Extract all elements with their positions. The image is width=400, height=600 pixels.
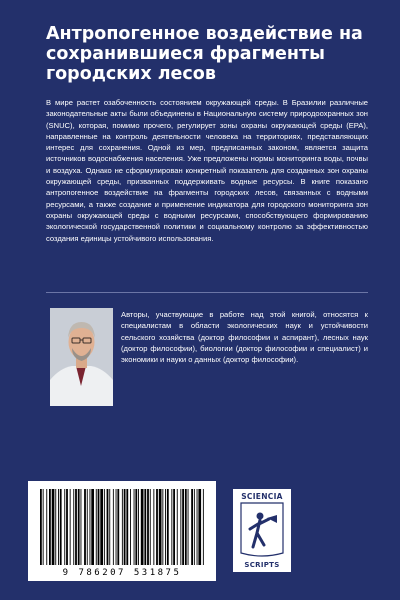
barcode-bar <box>144 489 146 565</box>
barcode-bar <box>135 489 137 565</box>
barcode-bar <box>153 489 154 565</box>
barcode-bar <box>130 489 131 565</box>
isbn-barcode <box>28 481 216 581</box>
barcode-bar <box>173 489 175 565</box>
barcode-bar <box>180 489 181 565</box>
barcode-bar <box>73 489 74 565</box>
barcode-bar <box>78 489 80 565</box>
barcode-bar <box>43 489 44 565</box>
barcode-bar <box>81 489 82 565</box>
barcode-bar <box>107 489 109 565</box>
barcode-bar <box>122 489 123 565</box>
barcode-bar <box>104 489 105 565</box>
barcode-bar <box>124 489 126 565</box>
barcode-bar <box>46 489 47 565</box>
barcode-bar <box>109 489 110 565</box>
barcode-bar <box>159 489 162 565</box>
barcode-bar <box>162 489 163 565</box>
barcode-bars <box>28 481 216 567</box>
barcode-bar <box>126 489 128 565</box>
barcode-bar <box>141 489 144 565</box>
barcode-bar <box>167 489 169 565</box>
barcode-bar <box>64 489 65 565</box>
publisher-logo-text-bottom: SCRIPTS <box>244 561 280 569</box>
barcode-bar <box>55 489 56 565</box>
barcode-bar <box>117 489 119 565</box>
barcode-bar <box>49 489 51 565</box>
section-divider <box>46 292 368 293</box>
barcode-bar <box>165 489 166 565</box>
barcode-bar <box>194 489 195 565</box>
barcode-bar <box>203 489 204 565</box>
barcode-bar <box>147 489 149 565</box>
barcode-bar <box>40 489 42 565</box>
barcode-bar <box>75 489 77 565</box>
barcode-bar <box>171 489 172 565</box>
book-title: Антропогенное воздействие на сохранившиеся фрагменты городских лесов <box>46 24 363 84</box>
authors-description: Авторы, участвующие в работе над этой книгой, относятся к специалистам в области экологических наук и устойчивости сельского хозяйства (доктор философии и аспирант), лесных наук (доктор философии), биологии (доктор философии и специалист) и экономики и науки о данных (доктор философии). <box>121 310 368 365</box>
barcode-bar <box>156 489 158 565</box>
barcode-bar <box>70 489 71 565</box>
barcode-bar <box>198 489 201 565</box>
barcode-bar <box>96 489 97 565</box>
barcode-bar <box>87 489 88 565</box>
author-portrait-image <box>50 308 113 406</box>
barcode-bar <box>197 489 198 565</box>
barcode-bar <box>191 489 193 565</box>
barcode-bar <box>58 489 59 565</box>
barcode-bar <box>116 489 117 565</box>
barcode-bar <box>84 489 86 565</box>
barcode-bar <box>138 489 139 565</box>
barcode-bar <box>90 489 91 565</box>
barcode-bar <box>113 489 114 565</box>
publisher-logo <box>233 489 291 572</box>
barcode-bar <box>182 489 184 565</box>
barcode-bar <box>98 489 100 565</box>
barcode-bar <box>185 489 187 565</box>
barcode-bar <box>177 489 178 565</box>
barcode-bar <box>100 489 103 565</box>
barcode-bar <box>134 489 135 565</box>
author-photo <box>50 308 113 406</box>
barcode-bar <box>188 489 189 565</box>
publisher-logo-emblem <box>233 489 291 572</box>
barcode-bar <box>150 489 151 565</box>
barcode-bar <box>60 489 62 565</box>
barcode-bar <box>52 489 55 565</box>
publisher-logo-text-top: SCIENCIA <box>241 492 283 501</box>
barcode-bar <box>66 489 68 565</box>
book-description: В мире растет озабоченность состоянием окружающей среды. В Бразилии различные законодательные акты были объединены в Национальную систему природоохранных зон (SNUC), которая, помимо прочего, регулирует зоны охраны окружающей среды (EPA), направленные на контроль деятельности человека на территориях, представляющих интерес для сохранения. Одной из мер, предписанных законом, является защита источников водоснабжения населения. Уже предложены нормы мониторинга воды, почвы и воздуха. Однако не сформулирован конкретный показатель для созданных зон охраны окружающей среды, призванных поддерживать водные ресурсы. В книге показано антропогенное воздействие на фрагменты городских лесов, связанных с водными ресурсами, а также создание и применение индикатора для городского мониторинга зон охраны окружающей среды с водными ресурсами, способствующего формированию экологической государственной политики и социальному контролю за эффективностью создания единицы устойчивого использования. <box>46 98 368 243</box>
barcode-bar <box>91 489 94 565</box>
isbn-number: 9 786207 531875 <box>62 568 182 578</box>
